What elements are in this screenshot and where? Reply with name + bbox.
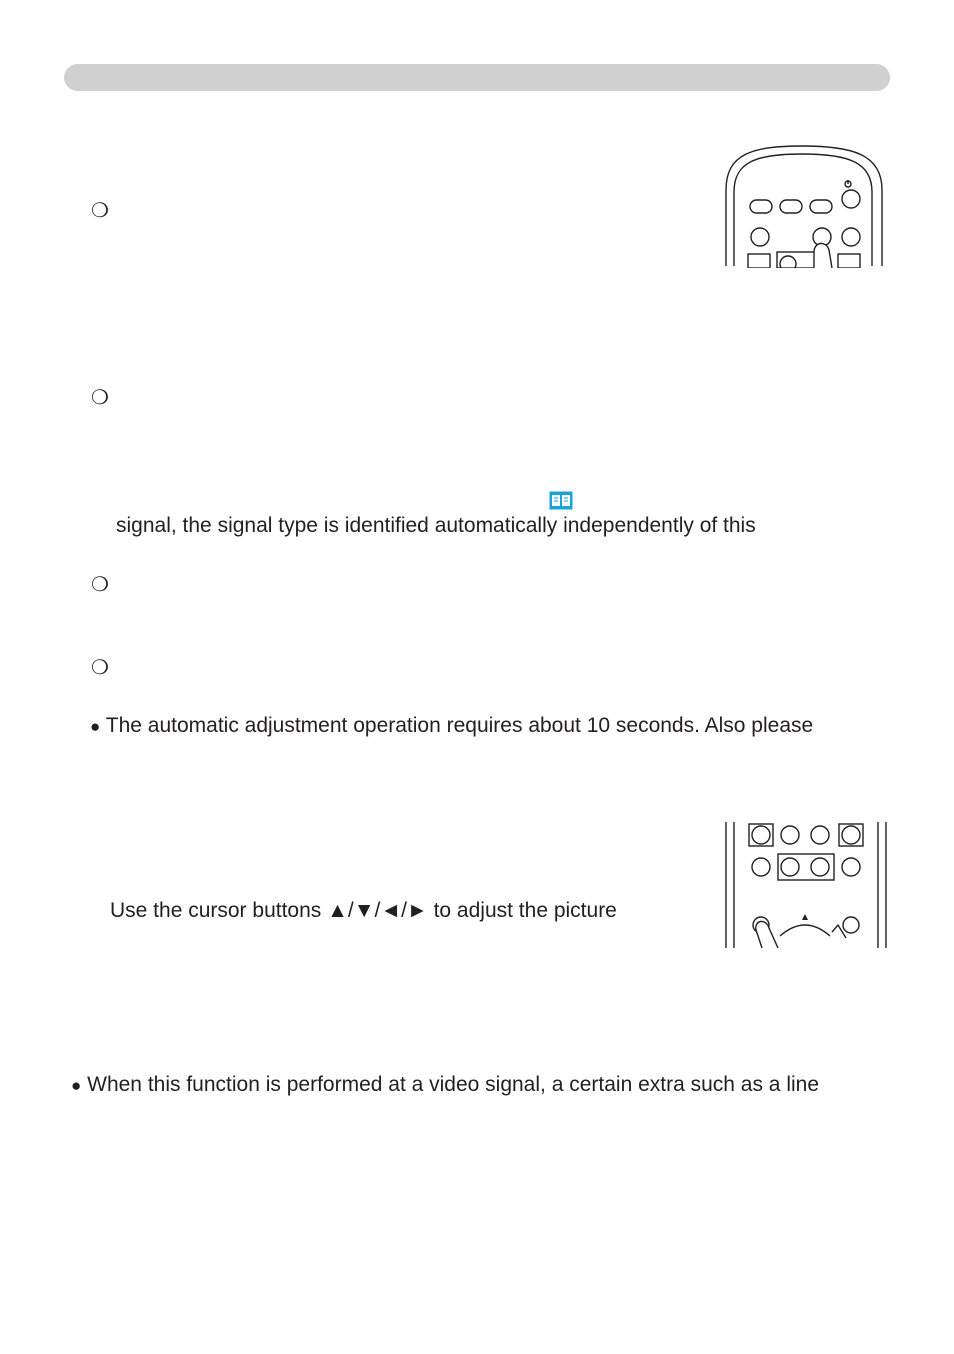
filled-dot-bullet: ● [90,717,101,736]
auto-adjust-note [90,715,813,736]
filled-dot-bullet: ● [71,1076,82,1095]
auto-adjust-note-text: The automatic adjustment operation requires about 10 seconds. Also please [105,714,814,737]
open-circle-bullet: ❍ [91,655,109,679]
remote-control-top-illustration [722,142,892,268]
signal-type-text: signal, the signal type is identified automatically independently of this [116,514,756,537]
video-signal-note [71,1074,819,1095]
open-circle-bullet: ❍ [91,198,109,222]
remote-control-bottom-illustration [722,822,892,950]
open-circle-bullet: ❍ [91,572,109,596]
open-circle-bullet: ❍ [91,385,109,409]
video-signal-note-text: When this function is performed at a video signal, a certain extra such as a line [87,1073,820,1096]
book-icon [549,491,573,510]
section-header-bar [64,64,890,91]
cursor-buttons-text: Use the cursor buttons ▲/▼/◄/► to adjust the picture [110,899,617,922]
